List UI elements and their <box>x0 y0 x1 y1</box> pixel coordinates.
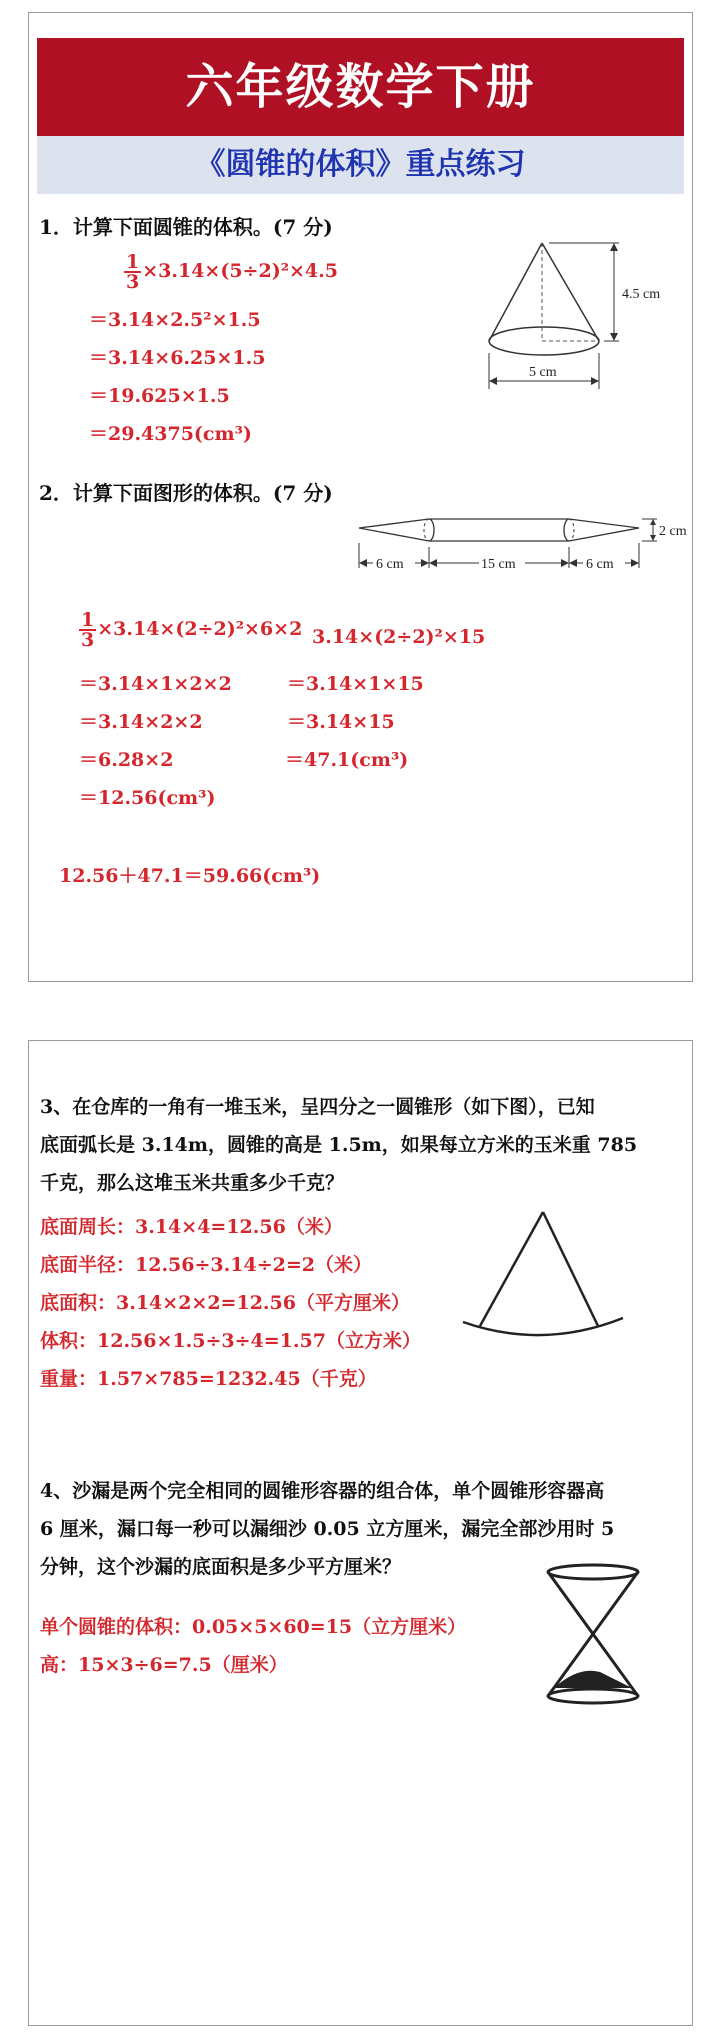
q4-prompt-line-2: 6 厘米，漏口每一秒可以漏细沙 0.05 立方厘米，漏完全部沙用时 5 <box>40 1518 615 1540</box>
q2-right-length-label: 6 cm <box>586 557 614 572</box>
q2-right-line-3: ＝3.14×15 <box>287 711 395 733</box>
q2-right-line-2: ＝3.14×1×15 <box>287 673 424 695</box>
q2-left-line-3: ＝3.14×2×2 <box>79 711 203 733</box>
q2-frac-num: 1 <box>81 609 95 631</box>
q4-prompt-line-3: 分钟，这个沙漏的底面积是多少平方厘米？ <box>40 1556 402 1578</box>
page-subtitle: 《圆锥的体积》重点练习 <box>37 136 684 194</box>
q2-middle-length-label: 15 cm <box>481 557 516 572</box>
q1-fraction <box>124 253 141 291</box>
q3-answer-4: 体积：12.56×1.5÷3÷4=1.57（立方米） <box>40 1330 421 1352</box>
q2-prompt: 2．计算下面图形的体积。(7 分) <box>39 481 333 505</box>
q2-total: 12.56＋47.1＝59.66(cm³) <box>59 865 321 887</box>
q2-left-length-label: 6 cm <box>376 557 404 572</box>
q3-quarter-cone-figure <box>458 1200 628 1350</box>
q3-answer-2: 底面半径：12.56÷3.14÷2=2（米） <box>40 1254 372 1276</box>
q3-prompt-line-3: 千克，那么这堆玉米共重多少千克？ <box>40 1172 345 1194</box>
q3-answer-1: 底面周长：3.14×4=12.56（米） <box>40 1216 343 1238</box>
q1-prompt: 1．计算下面圆锥的体积。(7 分) <box>39 215 333 239</box>
q2-right-line-1: 3.14×(2÷2)²×15 <box>312 626 486 648</box>
q4-answer-1: 单个圆锥的体积：0.05×5×60=15（立方厘米） <box>40 1616 467 1638</box>
q2-right-line-4: ＝47.1(cm³) <box>285 749 409 771</box>
page-title: 六年级数学下册 <box>37 38 684 136</box>
q3-prompt-line-1: 3、在仓库的一角有一堆玉米，呈四分之一圆锥形（如下图），已知 <box>40 1096 595 1118</box>
q1-answer-line-2: ＝3.14×2.5²×1.5 <box>89 309 261 331</box>
q1-cone-figure <box>454 231 684 406</box>
q3-answer-5: 重量：1.57×785=1232.45（千克） <box>40 1368 377 1390</box>
q4-answer-2: 高：15×3÷6=7.5（厘米） <box>40 1654 288 1676</box>
q1-answer-line-1 <box>124 253 338 291</box>
q1-base-label: 5 cm <box>529 365 557 380</box>
q3-answer-3: 底面积：3.14×2×2=12.56（平方厘米） <box>40 1292 410 1314</box>
q1-answer-line-5: ＝29.4375(cm³) <box>89 423 252 445</box>
q2-diameter-label: 2 cm <box>659 524 687 539</box>
q4-hourglass-figure <box>538 1562 648 1712</box>
q2-left-line1-text: ×3.14×(2÷2)²×6×2 <box>97 618 303 640</box>
q1-line1-text: ×3.14×(5÷2)²×4.5 <box>142 260 338 282</box>
q4-prompt-line-1: 4、沙漏是两个完全相同的圆锥形容器的组合体，单个圆锥形容器高 <box>40 1480 605 1502</box>
q2-fraction <box>79 611 96 649</box>
q1-answer-line-4: ＝19.625×1.5 <box>89 385 230 407</box>
q3-prompt <box>40 1088 680 1202</box>
q2-left-line-4: ＝6.28×2 <box>79 749 174 771</box>
q2-frac-den: 3 <box>81 629 95 651</box>
q1-answer-line-3: ＝3.14×6.25×1.5 <box>89 347 266 369</box>
q1-frac-num: 1 <box>126 251 140 273</box>
q2-left-line-1 <box>79 611 302 649</box>
worksheet-page-1 <box>28 12 693 982</box>
q1-frac-den: 3 <box>126 271 140 293</box>
q3-prompt-line-2: 底面弧长是 3.14m，圆锥的高是 1.5m，如果每立方米的玉米重 785 <box>40 1134 638 1156</box>
q2-left-line-5: ＝12.56(cm³) <box>79 787 216 809</box>
q2-double-cone-figure <box>329 513 691 583</box>
q2-left-line-2: ＝3.14×1×2×2 <box>79 673 232 695</box>
q1-height-label: 4.5 cm <box>622 287 661 302</box>
